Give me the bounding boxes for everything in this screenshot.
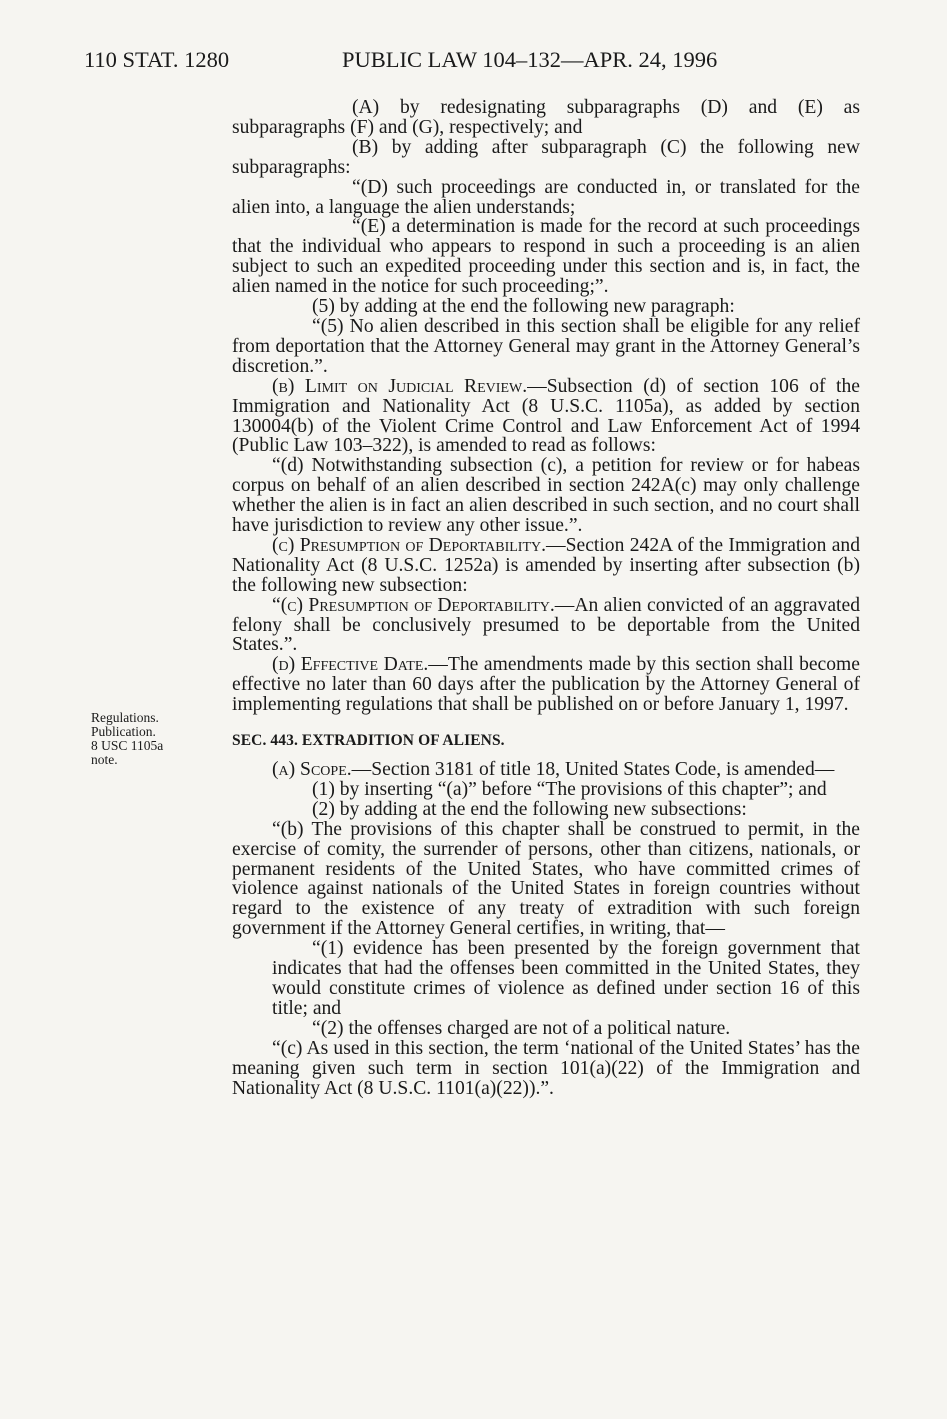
- margin-note-line: Regulations.: [91, 710, 159, 725]
- paragraph-body: —An alien convicted of an aggravated felony shall be conclusively presumed to be deportable from the United States.”.: [232, 594, 860, 656]
- section-heading: (d) Effective Date.: [272, 654, 429, 676]
- paragraph: “(2) the offenses charged are not of a political nature.: [312, 1017, 731, 1039]
- paragraph: [232, 536, 860, 596]
- margin-note-line: 8 USC 1105a: [91, 738, 164, 753]
- paragraph: (A) by redesignating subparagraphs (D) and (E) as subparagraphs (F) and (G), respectively; and: [232, 97, 860, 138]
- paragraph: “(c) As used in this section, the term ‘national of the United States’ has the meaning given such term in section 101(a)(22) of the Immigration and Nationality Act (8 U.S.C. 1101(a)(22)).”.: [232, 1037, 860, 1099]
- margin-note-line: Publication.: [91, 724, 156, 739]
- section-heading: (c) Presumption of Deportability.: [272, 534, 547, 556]
- paragraph: “(5) No alien described in this section shall be eligible for any relief from deportation that the Attorney General may grant in the Attorney General’s discretion.”.: [232, 315, 860, 377]
- paragraph-body: —Section 242A of the Immigration and Nationality Act (8 U.S.C. 1252a) is amended by inserting after subsection (b) the following new subsection:: [232, 534, 860, 596]
- paragraph: (2) by adding at the end the following new subsections:: [312, 798, 747, 820]
- paragraph-body: —Section 3181 of title 18, United States Code, is amended—: [351, 759, 835, 780]
- paragraph: (1) by inserting “(a)” before “The provisions of this chapter”; and: [312, 778, 827, 800]
- paragraph: “(D) such proceedings are conducted in, or translated for the alien into, a language the alien understands;: [232, 176, 860, 218]
- paragraph: “(b) The provisions of this chapter shall be construed to permit, in the exercise of comity, the surrender of persons, other than citizens, nationals, or permanent residents of the United States, who have committed crimes of violence against nationals of the United States in foreign countries without regard to the existence of any treaty of extradition with such foreign government if the Attorney General certifies, in writing, that—: [232, 818, 860, 940]
- margin-note: [91, 711, 163, 767]
- paragraph: [232, 596, 860, 656]
- paragraph: (5) by adding at the end the following new paragraph:: [312, 296, 735, 318]
- page-title: PUBLIC LAW 104–132—APR. 24, 1996: [342, 47, 718, 72]
- paragraph: [232, 760, 860, 780]
- page-header: [84, 47, 859, 77]
- section-heading: (b) Limit on Judicial Review.: [272, 375, 528, 397]
- paragraph: “(1) evidence has been presented by the foreign government that indicates that had the offenses been committed in the United States, they would constitute crimes of violence as defined under section 16 of this title; and: [272, 938, 860, 1019]
- paragraph-body: —Subsection (d) of section 106 of the Immigration and Nationality Act (8 U.S.C. 1105a), as added by section 130004(b) of the Violent Crime Control and Law Enforcement Act of 1994 (Public Law 103–322), is amended to read as follows:: [232, 375, 860, 457]
- section-heading: “(c) Presumption of Deportability.: [272, 594, 555, 616]
- paragraph: [232, 377, 860, 457]
- document-body: [232, 98, 860, 1098]
- paragraph: “(d) Notwithstanding subsection (c), a petition for review or for habeas corpus on behalf of an alien described in section 242A(c) may only challenge whether the alien is in fact an alien described in such section, and no court shall have jurisdiction to review any other issue.”.: [232, 455, 860, 537]
- section-title: SEC. 443. EXTRADITION OF ALIENS.: [232, 732, 505, 750]
- paragraph: (B) by adding after subparagraph (C) the following new subparagraphs:: [232, 136, 860, 178]
- paragraph: [232, 655, 860, 715]
- paragraph-body: —The amendments made by this section shall become effective no later than 60 days after the publication by the Attorney General of implementing regulations that shall be published on or before January 1, 1997.: [232, 654, 860, 716]
- margin-note-line: note.: [91, 752, 118, 767]
- paragraph: “(E) a determination is made for the record at such proceedings that the individual who appears to respond in such a proceeding is an alien subject to such an expedited proceeding under this section and is, in fact, the alien named in the notice for such proceeding;”.: [232, 216, 860, 298]
- page-number: 110 STAT. 1280: [84, 47, 230, 72]
- section-heading: (a) Scope.: [272, 759, 352, 780]
